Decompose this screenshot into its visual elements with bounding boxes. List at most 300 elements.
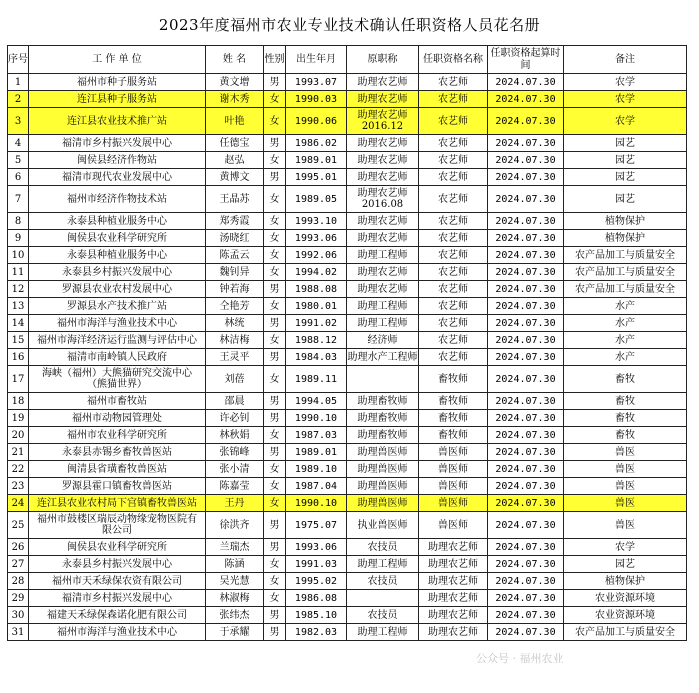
cell-orig-title: 助理工程师	[347, 298, 419, 315]
cell-orig-title	[347, 590, 419, 607]
cell-orig-title: 助理农艺师	[347, 91, 419, 108]
cell-qualification: 助理农艺师	[419, 573, 488, 590]
cell-orig-title: 助理农艺师	[347, 230, 419, 247]
cell-no: 29	[8, 590, 29, 607]
cell-sex: 女	[264, 264, 286, 281]
cell-birth: 1975.07	[286, 512, 347, 539]
cell-unit: 福清市乡村振兴发展中心	[29, 135, 206, 152]
cell-name: 仝艳芳	[206, 298, 264, 315]
cell-qualification: 农艺师	[419, 281, 488, 298]
cell-sex: 男	[264, 74, 286, 91]
cell-unit: 永泰县种植业服务中心	[29, 247, 206, 264]
cell-sex: 女	[264, 108, 286, 135]
cell-name: 黄文增	[206, 74, 264, 91]
cell-orig-title: 助理农艺师	[347, 264, 419, 281]
cell-name: 吴光慧	[206, 573, 264, 590]
cell-note: 农学	[564, 74, 687, 91]
cell-no: 21	[8, 444, 29, 461]
cell-unit: 连江县种子服务站	[29, 91, 206, 108]
cell-no: 17	[8, 366, 29, 393]
cell-start-time: 2024.07.30	[488, 366, 564, 393]
table-row	[8, 393, 687, 410]
cell-birth: 1989.10	[286, 461, 347, 478]
cell-name: 王丹	[206, 495, 264, 512]
cell-birth: 1986.02	[286, 135, 347, 152]
cell-birth: 1993.06	[286, 230, 347, 247]
cell-sex: 女	[264, 556, 286, 573]
cell-sex: 女	[264, 152, 286, 169]
cell-unit: 闽侯县经济作物站	[29, 152, 206, 169]
cell-name: 林淑梅	[206, 590, 264, 607]
cell-orig-title: 助理农艺师	[347, 213, 419, 230]
cell-sex: 男	[264, 624, 286, 641]
cell-name: 林洁梅	[206, 332, 264, 349]
cell-sex: 女	[264, 590, 286, 607]
cell-qualification: 助理农艺师	[419, 624, 488, 641]
cell-start-time: 2024.07.30	[488, 247, 564, 264]
cell-orig-title: 农技员	[347, 607, 419, 624]
cell-birth: 1989.05	[286, 186, 347, 213]
cell-name: 黄博文	[206, 169, 264, 186]
cell-orig-title: 助理农艺师	[347, 135, 419, 152]
cell-birth: 1993.07	[286, 74, 347, 91]
cell-sex: 女	[264, 478, 286, 495]
cell-start-time: 2024.07.30	[488, 393, 564, 410]
cell-note: 植物保护	[564, 230, 687, 247]
cell-qualification: 兽医师	[419, 461, 488, 478]
cell-orig-title: 助理工程师	[347, 315, 419, 332]
cell-orig-title: 助理畜牧师	[347, 427, 419, 444]
cell-start-time: 2024.07.30	[488, 186, 564, 213]
table-row	[8, 91, 687, 108]
cell-start-time: 2024.07.30	[488, 444, 564, 461]
cell-birth: 1991.03	[286, 556, 347, 573]
cell-unit: 永泰县乡村振兴发展中心	[29, 556, 206, 573]
cell-name: 陈涵	[206, 556, 264, 573]
header-start-time: 任职资格起算时间	[488, 46, 564, 74]
table-row	[8, 230, 687, 247]
cell-qualification: 助理农艺师	[419, 590, 488, 607]
cell-sex: 男	[264, 169, 286, 186]
cell-orig-title: 助理工程师	[347, 624, 419, 641]
cell-orig-title: 助理畜牧师	[347, 393, 419, 410]
cell-sex: 男	[264, 444, 286, 461]
cell-unit: 福州市海洋经济运行监测与评估中心	[29, 332, 206, 349]
cell-start-time: 2024.07.30	[488, 332, 564, 349]
cell-no: 24	[8, 495, 29, 512]
cell-start-time: 2024.07.30	[488, 74, 564, 91]
cell-start-time: 2024.07.30	[488, 152, 564, 169]
cell-qualification: 农艺师	[419, 315, 488, 332]
cell-qualification: 农艺师	[419, 349, 488, 366]
cell-sex: 女	[264, 461, 286, 478]
cell-note: 园艺	[564, 186, 687, 213]
cell-unit: 闽清县省璜畜牧兽医站	[29, 461, 206, 478]
cell-name: 谢木秀	[206, 91, 264, 108]
cell-qualification: 助理农艺师	[419, 607, 488, 624]
cell-qualification: 畜牧师	[419, 427, 488, 444]
cell-name: 于承耀	[206, 624, 264, 641]
header-qualification: 任职资格名称	[419, 46, 488, 74]
cell-name: 王晶苏	[206, 186, 264, 213]
cell-start-time: 2024.07.30	[488, 281, 564, 298]
cell-note: 植物保护	[564, 573, 687, 590]
cell-no: 28	[8, 573, 29, 590]
cell-unit: 福清市乡村振兴发展中心	[29, 590, 206, 607]
header-sex: 性别	[264, 46, 286, 74]
cell-sex: 男	[264, 539, 286, 556]
cell-no: 22	[8, 461, 29, 478]
cell-sex: 女	[264, 186, 286, 213]
cell-birth: 1995.01	[286, 169, 347, 186]
cell-note: 农业资源环境	[564, 607, 687, 624]
table-row	[8, 556, 687, 573]
cell-qualification: 农艺师	[419, 298, 488, 315]
cell-qualification: 农艺师	[419, 230, 488, 247]
cell-unit: 福州市天禾绿保农资有限公司	[29, 573, 206, 590]
cell-birth: 1992.06	[286, 247, 347, 264]
cell-unit: 福州市动物园管理处	[29, 410, 206, 427]
cell-no: 26	[8, 539, 29, 556]
cell-orig-title: 助理农艺师	[347, 74, 419, 91]
cell-unit: 福州市农业科学研究所	[29, 427, 206, 444]
cell-orig-title: 助理农艺师 2016.12	[347, 108, 419, 135]
cell-note: 水产	[564, 298, 687, 315]
header-no: 序号	[8, 46, 29, 74]
cell-qualification: 助理农艺师	[419, 556, 488, 573]
cell-birth: 1985.10	[286, 607, 347, 624]
header-orig-title: 原职称	[347, 46, 419, 74]
cell-sex: 女	[264, 91, 286, 108]
table-row	[8, 624, 687, 641]
cell-orig-title: 助理兽医师	[347, 461, 419, 478]
table-row	[8, 461, 687, 478]
cell-unit: 海峡（福州）大熊猫研究交流中心 （熊猫世界）	[29, 366, 206, 393]
cell-sex: 男	[264, 512, 286, 539]
cell-start-time: 2024.07.30	[488, 135, 564, 152]
cell-note: 水产	[564, 315, 687, 332]
table-row	[8, 298, 687, 315]
cell-unit: 福州市海洋与渔业技术中心	[29, 624, 206, 641]
cell-birth: 1990.03	[286, 91, 347, 108]
cell-orig-title: 助理农艺师	[347, 281, 419, 298]
cell-unit: 连江县农业技术推广站	[29, 108, 206, 135]
cell-no: 15	[8, 332, 29, 349]
cell-note: 兽医	[564, 512, 687, 539]
cell-no: 7	[8, 186, 29, 213]
cell-start-time: 2024.07.30	[488, 607, 564, 624]
cell-birth: 1984.03	[286, 349, 347, 366]
cell-unit: 福州市鼓楼区瑞辰动物缘宠物医院有 限公司	[29, 512, 206, 539]
cell-orig-title: 农技员	[347, 539, 419, 556]
cell-birth: 1995.02	[286, 573, 347, 590]
watermark: 公众号 · 福州农业	[476, 652, 564, 665]
cell-orig-title: 助理兽医师	[347, 495, 419, 512]
cell-birth: 1989.01	[286, 152, 347, 169]
table-header-row	[8, 46, 687, 74]
cell-start-time: 2024.07.30	[488, 410, 564, 427]
cell-sex: 男	[264, 281, 286, 298]
cell-note: 畜牧	[564, 410, 687, 427]
cell-note: 兽医	[564, 461, 687, 478]
cell-no: 16	[8, 349, 29, 366]
cell-start-time: 2024.07.30	[488, 590, 564, 607]
cell-orig-title: 助理农艺师	[347, 152, 419, 169]
cell-no: 18	[8, 393, 29, 410]
cell-name: 陈孟云	[206, 247, 264, 264]
cell-unit: 罗源县水产技术推广站	[29, 298, 206, 315]
cell-unit: 福州市海洋与渔业技术中心	[29, 315, 206, 332]
cell-note: 兽医	[564, 478, 687, 495]
cell-birth: 1980.01	[286, 298, 347, 315]
cell-unit: 永泰县乡村振兴发展中心	[29, 264, 206, 281]
cell-note: 农产品加工与质量安全	[564, 624, 687, 641]
cell-name: 张锦峰	[206, 444, 264, 461]
cell-qualification: 农艺师	[419, 108, 488, 135]
cell-no: 9	[8, 230, 29, 247]
cell-name: 兰瑞杰	[206, 539, 264, 556]
table-row	[8, 315, 687, 332]
cell-no: 10	[8, 247, 29, 264]
cell-start-time: 2024.07.30	[488, 298, 564, 315]
cell-unit: 连江县农业农村局下宫镇畜牧兽医站	[29, 495, 206, 512]
cell-note: 园艺	[564, 556, 687, 573]
table-row	[8, 607, 687, 624]
cell-sex: 女	[264, 366, 286, 393]
cell-unit: 福州市经济作物技术站	[29, 186, 206, 213]
cell-birth: 1987.03	[286, 427, 347, 444]
cell-qualification: 兽医师	[419, 495, 488, 512]
table-row	[8, 539, 687, 556]
cell-birth: 1990.10	[286, 495, 347, 512]
table-row	[8, 108, 687, 135]
cell-start-time: 2024.07.30	[488, 169, 564, 186]
cell-unit: 永泰县种植业服务中心	[29, 213, 206, 230]
cell-note: 农产品加工与质量安全	[564, 247, 687, 264]
table-row	[8, 213, 687, 230]
cell-no: 13	[8, 298, 29, 315]
cell-note: 农学	[564, 91, 687, 108]
cell-birth: 1994.02	[286, 264, 347, 281]
cell-no: 14	[8, 315, 29, 332]
cell-start-time: 2024.07.30	[488, 427, 564, 444]
cell-name: 郑秀霞	[206, 213, 264, 230]
cell-unit: 罗源县霍口镇畜牧兽医站	[29, 478, 206, 495]
cell-sex: 女	[264, 213, 286, 230]
cell-orig-title: 助理农艺师 2016.08	[347, 186, 419, 213]
cell-unit: 福建天禾绿保森诺化肥有限公司	[29, 607, 206, 624]
cell-unit: 闽侯县农业科学研究所	[29, 230, 206, 247]
cell-birth: 1990.06	[286, 108, 347, 135]
cell-qualification: 农艺师	[419, 247, 488, 264]
cell-birth: 1988.12	[286, 332, 347, 349]
cell-unit: 闽侯县农业科学研究所	[29, 539, 206, 556]
cell-no: 5	[8, 152, 29, 169]
table-body	[8, 74, 687, 641]
cell-name: 张纬杰	[206, 607, 264, 624]
cell-birth: 1986.08	[286, 590, 347, 607]
cell-sex: 男	[264, 349, 286, 366]
cell-no: 1	[8, 74, 29, 91]
cell-start-time: 2024.07.30	[488, 495, 564, 512]
cell-no: 3	[8, 108, 29, 135]
cell-no: 25	[8, 512, 29, 539]
cell-no: 31	[8, 624, 29, 641]
cell-no: 30	[8, 607, 29, 624]
cell-sex: 男	[264, 410, 286, 427]
table-row	[8, 478, 687, 495]
cell-birth: 1982.03	[286, 624, 347, 641]
cell-orig-title: 助理兽医师	[347, 478, 419, 495]
cell-birth: 1993.10	[286, 213, 347, 230]
cell-name: 赵弘	[206, 152, 264, 169]
cell-orig-title: 执业兽医师	[347, 512, 419, 539]
cell-qualification: 农艺师	[419, 91, 488, 108]
table-row	[8, 366, 687, 393]
table-row	[8, 349, 687, 366]
table-row	[8, 573, 687, 590]
cell-birth: 1993.06	[286, 539, 347, 556]
cell-birth: 1988.08	[286, 281, 347, 298]
cell-no: 19	[8, 410, 29, 427]
cell-name: 林秋娟	[206, 427, 264, 444]
cell-note: 兽医	[564, 495, 687, 512]
roster-table	[7, 45, 687, 641]
table-row	[8, 512, 687, 539]
cell-start-time: 2024.07.30	[488, 556, 564, 573]
cell-unit: 福州市种子服务站	[29, 74, 206, 91]
cell-qualification: 农艺师	[419, 332, 488, 349]
cell-start-time: 2024.07.30	[488, 512, 564, 539]
cell-orig-title: 经济师	[347, 332, 419, 349]
cell-start-time: 2024.07.30	[488, 315, 564, 332]
cell-name: 张小清	[206, 461, 264, 478]
cell-note: 农产品加工与质量安全	[564, 264, 687, 281]
cell-birth: 1994.05	[286, 393, 347, 410]
cell-name: 叶艳	[206, 108, 264, 135]
header-unit: 工 作 单 位	[29, 46, 206, 74]
cell-sex: 女	[264, 495, 286, 512]
cell-note: 水产	[564, 332, 687, 349]
header-name: 姓 名	[206, 46, 264, 74]
header-note: 备注	[564, 46, 687, 74]
cell-sex: 男	[264, 607, 286, 624]
cell-start-time: 2024.07.30	[488, 213, 564, 230]
cell-unit: 罗源县农业农村发展中心	[29, 281, 206, 298]
cell-qualification: 畜牧师	[419, 393, 488, 410]
table-row	[8, 169, 687, 186]
cell-birth: 1991.02	[286, 315, 347, 332]
cell-sex: 女	[264, 247, 286, 264]
cell-birth: 1989.11	[286, 366, 347, 393]
cell-sex: 女	[264, 298, 286, 315]
cell-name: 林统	[206, 315, 264, 332]
cell-start-time: 2024.07.30	[488, 264, 564, 281]
cell-birth: 1989.01	[286, 444, 347, 461]
table-row	[8, 281, 687, 298]
table-row	[8, 264, 687, 281]
cell-orig-title: 农技员	[347, 573, 419, 590]
cell-orig-title: 助理兽医师	[347, 444, 419, 461]
cell-no: 2	[8, 91, 29, 108]
cell-orig-title: 助理工程师	[347, 556, 419, 573]
table-row	[8, 444, 687, 461]
cell-orig-title: 助理畜牧师	[347, 410, 419, 427]
table-row	[8, 247, 687, 264]
table-row	[8, 74, 687, 91]
cell-qualification: 农艺师	[419, 135, 488, 152]
cell-sex: 女	[264, 573, 286, 590]
cell-orig-title: 助理工程师	[347, 247, 419, 264]
cell-unit: 福清市南岭镇人民政府	[29, 349, 206, 366]
cell-name: 陈嘉莹	[206, 478, 264, 495]
cell-qualification: 兽医师	[419, 444, 488, 461]
cell-start-time: 2024.07.30	[488, 230, 564, 247]
cell-qualification: 农艺师	[419, 169, 488, 186]
cell-start-time: 2024.07.30	[488, 108, 564, 135]
page-title: 2023年度福州市农业专业技术确认任职资格人员花名册	[158, 16, 541, 34]
cell-note: 畜牧	[564, 366, 687, 393]
cell-note: 农学	[564, 108, 687, 135]
cell-qualification: 助理农艺师	[419, 539, 488, 556]
cell-no: 20	[8, 427, 29, 444]
cell-qualification: 兽医师	[419, 478, 488, 495]
cell-note: 园艺	[564, 169, 687, 186]
cell-note: 畜牧	[564, 427, 687, 444]
cell-birth: 1990.10	[286, 410, 347, 427]
cell-no: 27	[8, 556, 29, 573]
cell-name: 魏钊异	[206, 264, 264, 281]
cell-name: 刘蓓	[206, 366, 264, 393]
cell-qualification: 农艺师	[419, 186, 488, 213]
cell-unit: 福州市畜牧站	[29, 393, 206, 410]
cell-unit: 永泰县赤锡乡畜牧兽医站	[29, 444, 206, 461]
cell-birth: 1987.04	[286, 478, 347, 495]
cell-name: 任德宝	[206, 135, 264, 152]
cell-qualification: 农艺师	[419, 152, 488, 169]
cell-note: 水产	[564, 349, 687, 366]
cell-note: 农业资源环境	[564, 590, 687, 607]
cell-note: 园艺	[564, 152, 687, 169]
cell-start-time: 2024.07.30	[488, 539, 564, 556]
cell-start-time: 2024.07.30	[488, 461, 564, 478]
cell-note: 农产品加工与质量安全	[564, 281, 687, 298]
cell-sex: 男	[264, 135, 286, 152]
cell-orig-title	[347, 366, 419, 393]
cell-start-time: 2024.07.30	[488, 573, 564, 590]
cell-no: 12	[8, 281, 29, 298]
cell-start-time: 2024.07.30	[488, 624, 564, 641]
cell-no: 23	[8, 478, 29, 495]
cell-qualification: 农艺师	[419, 264, 488, 281]
cell-qualification: 农艺师	[419, 213, 488, 230]
cell-qualification: 兽医师	[419, 512, 488, 539]
cell-note: 兽医	[564, 444, 687, 461]
cell-no: 11	[8, 264, 29, 281]
table-row	[8, 427, 687, 444]
cell-orig-title: 助理水产工程师	[347, 349, 419, 366]
cell-name: 邵晨	[206, 393, 264, 410]
cell-qualification: 畜牧师	[419, 366, 488, 393]
cell-note: 畜牧	[564, 393, 687, 410]
table-row	[8, 590, 687, 607]
cell-sex: 男	[264, 393, 286, 410]
cell-sex: 女	[264, 332, 286, 349]
cell-start-time: 2024.07.30	[488, 91, 564, 108]
cell-qualification: 农艺师	[419, 74, 488, 91]
cell-no: 6	[8, 169, 29, 186]
cell-qualification: 畜牧师	[419, 410, 488, 427]
